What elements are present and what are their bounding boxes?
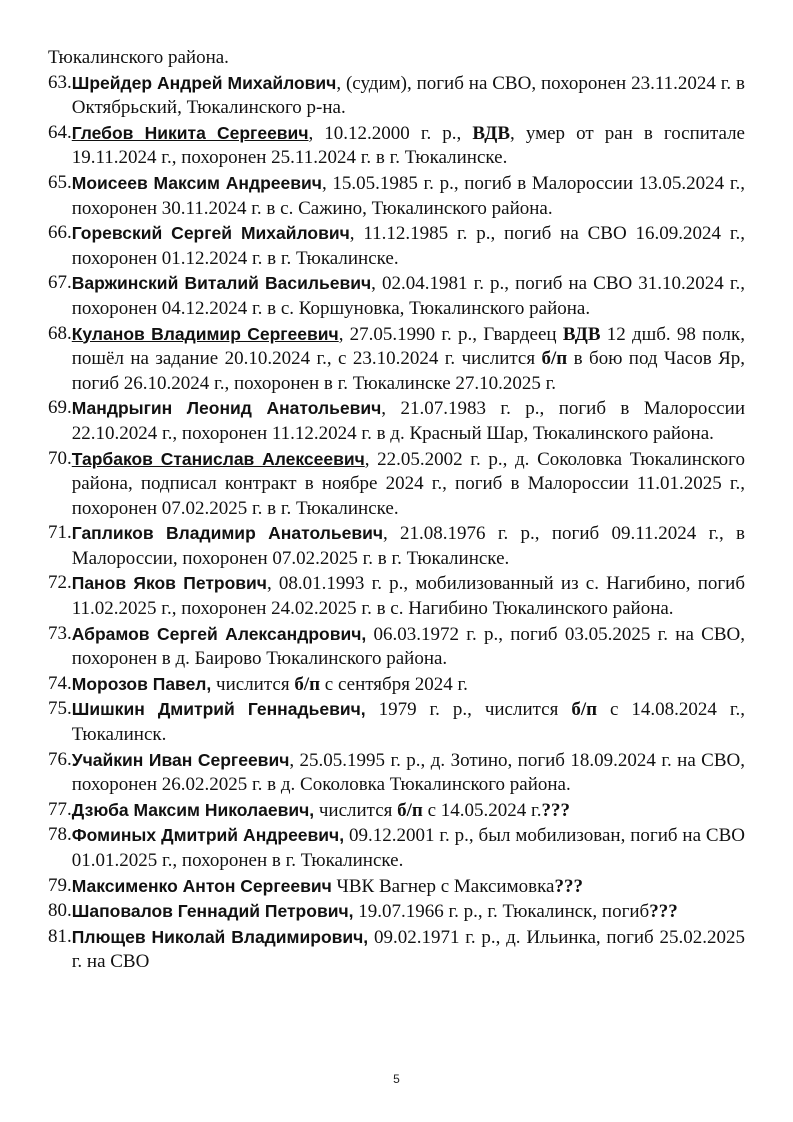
- emphasis-text: ???: [554, 875, 583, 897]
- emphasis-text: б/п: [571, 699, 598, 721]
- list-item: [48, 521, 745, 571]
- detail-text: с 14.05.2024 г.: [422, 799, 542, 821]
- detail-text: 06.03.1972 г. р., погиб 03.05.2025 г. на СВО, похоронен в д. Баирово Тюкалинского района.: [71, 623, 746, 670]
- item-text: [72, 447, 745, 522]
- emphasis-text: ???: [541, 799, 570, 821]
- person-name: Шишкин Дмитрий Геннадьевич,: [71, 699, 366, 720]
- person-name: Варжинский Виталий Васильевич: [71, 273, 372, 294]
- detail-text: 12 дшб. 98 полк, пошёл на задание 20.10.2024 г., с 23.10.2024 г. числится: [71, 323, 745, 370]
- list-item: [48, 748, 745, 798]
- document-page: [48, 46, 745, 975]
- detail-text: 09.12.2001 г. р., был мобилизован, погиб на СВО 01.01.2025 г., похоронен в г. Тюкалинске.: [71, 825, 745, 871]
- item-text: [72, 521, 745, 571]
- person-name: Плющев Николай Владимирович,: [71, 926, 369, 947]
- list-item: [48, 221, 745, 271]
- item-number: 81.: [48, 925, 72, 947]
- item-text: [72, 571, 745, 621]
- item-number: 77.: [48, 798, 72, 820]
- detail-text: , умер от ран в госпитале 19.11.2024 г., похоронен 25.11.2024 г. в г. Тюкалинске.: [71, 122, 745, 169]
- item-number: 66.: [48, 222, 72, 244]
- item-number: 80.: [48, 900, 72, 922]
- item-text: [72, 396, 745, 446]
- item-number: 75.: [48, 698, 72, 720]
- list-item: [48, 271, 745, 321]
- item-number: 79.: [48, 874, 72, 896]
- detail-text: ЧВК Вагнер с Максимовка: [331, 875, 555, 897]
- page-number: 5: [393, 1072, 400, 1086]
- list-item: [48, 874, 745, 900]
- item-number: 76.: [48, 748, 72, 770]
- person-name: Гапликов Владимир Анатольевич: [71, 523, 383, 544]
- person-name: Учайкин Иван Сергеевич: [71, 749, 290, 770]
- item-text: [72, 798, 745, 824]
- item-number: 73.: [48, 622, 72, 644]
- list-item: [48, 925, 745, 975]
- list-item: [48, 798, 745, 824]
- list-item: [48, 571, 745, 621]
- person-name: Моисеев Максим Андреевич: [71, 172, 322, 193]
- person-name: Абрамов Сергей Александрович,: [71, 623, 367, 644]
- item-number: 64.: [48, 121, 72, 143]
- detail-text: 19.07.1966 г. р., г. Тюкалинск, погиб: [353, 901, 650, 923]
- item-text: [72, 748, 745, 798]
- detail-text: , 08.01.1993 г. р., мобилизованный из с. Нагибино, погиб 11.02.2025 г., похоронен 24.02.2025 г. в с. Нагибино Тюкалинского района.: [71, 573, 745, 620]
- casualty-list: [48, 71, 745, 975]
- item-text: [72, 221, 745, 271]
- person-name: Морозов Павел,: [71, 673, 212, 694]
- item-number: 72.: [48, 572, 72, 594]
- list-item: [48, 672, 745, 698]
- detail-text: числится: [314, 799, 398, 821]
- list-item: [48, 322, 745, 397]
- list-item: [48, 171, 745, 221]
- list-item: [48, 71, 745, 121]
- detail-text: , (судим), погиб на СВО, похоронен 23.11.2024 г. в Октябрьский, Тюкалинского р-на.: [71, 72, 745, 119]
- detail-text: числится: [211, 673, 295, 695]
- item-text: [72, 322, 745, 397]
- detail-text: , 25.05.1995 г. р., д. Зотино, погиб 18.09.2024 г. на СВО, похоронен 26.02.2025 г. в д. Соколовка Тюкалинского района.: [71, 749, 745, 796]
- item-text: [72, 271, 745, 321]
- item-text: [72, 171, 745, 221]
- item-number: 71.: [48, 522, 72, 544]
- item-text: [72, 121, 745, 171]
- emphasis-text: б/п: [397, 799, 423, 821]
- person-name: Тарбаков Станислав Алексеевич: [71, 448, 365, 469]
- detail-text: с 14.08.2024 г., Тюкалинск.: [71, 699, 745, 746]
- emphasis-text: ???: [649, 901, 678, 923]
- emphasis-text: б/п: [541, 348, 568, 370]
- detail-text: 09.02.1971 г. р., д. Ильинка, погиб 25.02.2025 г. на СВО: [71, 926, 745, 973]
- list-item: [48, 697, 745, 747]
- detail-text: , 21.07.1983 г. р., погиб в Малороссии 22.10.2024 г., похоронен 11.12.2024 г. в д. Красный Шар, Тюкалинского района.: [71, 398, 745, 444]
- detail-text: , 15.05.1985 г. р., погиб в Малороссии 13.05.2024 г., похоронен 30.11.2024 г. в с. Сажино, Тюкалинского района.: [71, 172, 746, 219]
- item-text: [72, 823, 745, 873]
- continued-text: Тюкалинского района.: [48, 47, 229, 68]
- item-number: 69.: [48, 397, 72, 419]
- detail-text: , 02.04.1981 г. р., погиб на СВО 31.10.2024 г., похоронен 04.12.2024 г. в с. Коршуновка, Тюкалинского района.: [71, 273, 745, 319]
- person-name: Куланов Владимир Сергеевич: [71, 323, 339, 344]
- list-item: [48, 447, 745, 522]
- list-item: [48, 622, 745, 672]
- detail-text: , 22.05.2002 г. р., д. Соколовка Тюкалинского района, подписал контракт в ноябре 2024 г., погиб в Малороссии 11.01.2025 г., похоронен 07.02.2025 г. в г. Тюкалинске.: [71, 448, 745, 519]
- detail-text: , 27.05.1990 г. р., Гвардеец: [338, 323, 563, 345]
- list-item: [48, 823, 745, 873]
- item-number: 68.: [48, 322, 72, 344]
- person-name: Шрейдер Андрей Михайлович: [71, 72, 337, 93]
- item-text: [72, 622, 745, 672]
- detail-text: , 10.12.2000 г. р.,: [308, 122, 473, 144]
- item-number: 70.: [48, 447, 72, 469]
- list-item: [48, 396, 745, 446]
- person-name: Дзюба Максим Николаевич,: [71, 799, 315, 820]
- item-number: 63.: [48, 71, 72, 93]
- person-name: Максименко Антон Сергеевич: [71, 875, 332, 896]
- item-number: 78.: [48, 824, 72, 846]
- person-name: Фоминых Дмитрий Андреевич,: [71, 825, 345, 846]
- item-text: [72, 899, 745, 925]
- item-number: 74.: [48, 672, 72, 694]
- item-number: 67.: [48, 272, 72, 294]
- person-name: Глебов Никита Сергеевич: [71, 122, 309, 143]
- person-name: Горевский Сергей Михайлович: [71, 223, 350, 244]
- detail-text: , 11.12.1985 г. р., погиб на СВО 16.09.2024 г., похоронен 01.12.2024 г. в г. Тюкалинске.: [71, 223, 745, 269]
- emphasis-text: б/п: [294, 673, 321, 695]
- detail-text: в бою под Часов Яр, погиб 26.10.2024 г., похоронен в г. Тюкалинске 27.10.2025 г.: [71, 348, 745, 394]
- list-item: [48, 121, 745, 171]
- item-text: [72, 874, 745, 900]
- person-name: Мандрыгин Леонид Анатольевич: [71, 398, 382, 419]
- item-number: 65.: [48, 171, 72, 193]
- emphasis-text: ВДВ: [472, 122, 511, 144]
- person-name: Панов Яков Петрович: [71, 573, 267, 594]
- detail-text: 1979 г. р., числится: [365, 699, 572, 721]
- detail-text: с сентября 2024 г.: [320, 673, 468, 695]
- item-text: [72, 672, 745, 698]
- item-text: [72, 925, 745, 975]
- list-item: [48, 899, 745, 925]
- item-text: [72, 71, 745, 121]
- emphasis-text: ВДВ: [562, 323, 601, 345]
- detail-text: , 21.08.1976 г. р., погиб 09.11.2024 г., в Малороссии, похоронен 07.02.2025 г. в г. Тюкалинске.: [71, 523, 745, 569]
- person-name: Шаповалов Геннадий Петрович,: [71, 901, 354, 922]
- item-text: [72, 697, 745, 747]
